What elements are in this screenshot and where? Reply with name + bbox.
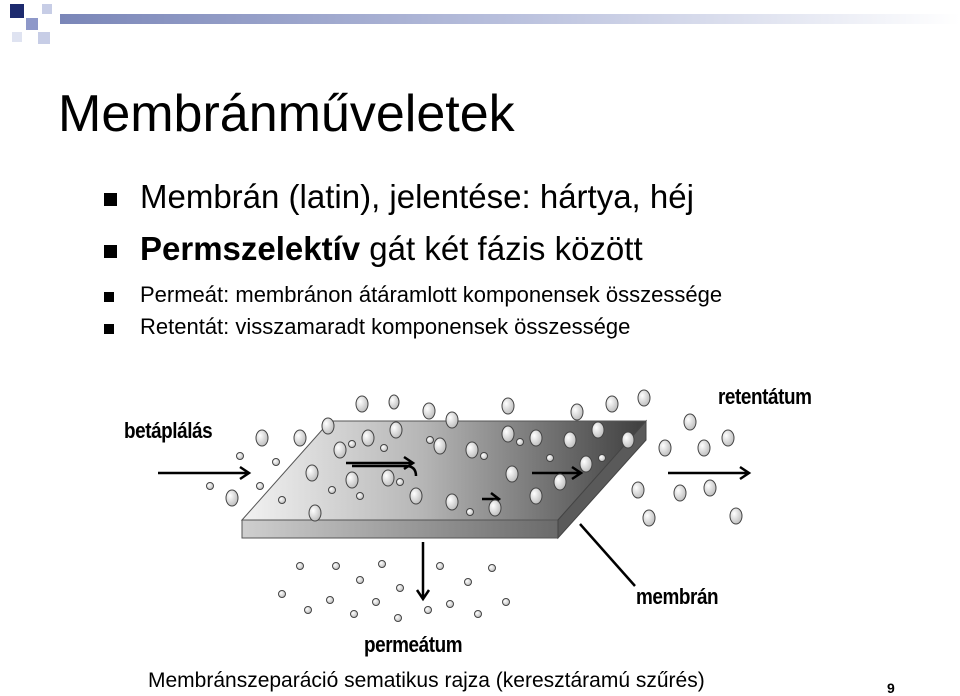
page-number: 9 xyxy=(887,680,895,696)
small-particle xyxy=(257,483,264,490)
bullet-item xyxy=(100,180,722,232)
large-particle xyxy=(674,485,686,501)
retentate-arrow-icon xyxy=(668,467,749,479)
small-particle xyxy=(465,579,472,586)
small-particle xyxy=(379,561,386,568)
large-particle xyxy=(466,442,478,458)
large-particle xyxy=(334,442,346,458)
large-particle xyxy=(530,488,542,504)
retentate-label: retentátum xyxy=(718,384,812,409)
large-particle xyxy=(606,396,618,412)
large-particle xyxy=(322,418,334,434)
large-particle xyxy=(226,490,238,506)
membrane-front-face xyxy=(242,520,558,538)
large-particle xyxy=(346,472,358,488)
large-particle xyxy=(489,500,501,516)
large-particle xyxy=(390,422,402,438)
large-particle xyxy=(502,398,514,414)
small-particle xyxy=(297,563,304,570)
large-particle xyxy=(592,422,604,438)
large-particle xyxy=(306,465,318,481)
small-particle xyxy=(481,453,488,460)
large-particle xyxy=(530,430,542,446)
large-particle xyxy=(571,404,583,420)
small-particle xyxy=(329,487,336,494)
small-particle xyxy=(397,585,404,592)
bullet-text: Retentát: visszamaradt komponensek összessége xyxy=(140,314,631,339)
large-particle xyxy=(632,482,644,498)
bullet-square-icon xyxy=(104,292,114,302)
small-particle xyxy=(395,615,402,622)
bullet-item xyxy=(100,316,722,348)
small-particle xyxy=(381,445,388,452)
large-particle xyxy=(389,395,399,409)
large-particle xyxy=(356,396,368,412)
permeate-label: permeátum xyxy=(364,632,463,657)
small-particle xyxy=(467,509,474,516)
large-particle xyxy=(506,466,518,482)
large-particle xyxy=(554,474,566,490)
feed-arrow-icon xyxy=(158,467,249,479)
large-particle xyxy=(434,438,446,454)
bullet-item xyxy=(100,232,722,284)
small-particle xyxy=(373,599,380,606)
bullet-square-icon xyxy=(104,193,117,206)
membrane-pointer-icon xyxy=(580,524,635,586)
bullet-text: gát két fázis között xyxy=(360,230,643,267)
small-particle xyxy=(475,611,482,618)
bullet-item xyxy=(100,284,722,316)
membrane-diagram-svg xyxy=(100,378,860,668)
large-particle xyxy=(410,488,422,504)
large-particle xyxy=(643,510,655,526)
small-particle xyxy=(517,439,524,446)
small-particle xyxy=(349,441,356,448)
large-particle xyxy=(730,508,742,524)
bullet-text: Permeát: membránon átáramlott komponensek összessége xyxy=(140,282,723,307)
small-particle xyxy=(489,565,496,572)
small-particle xyxy=(503,599,510,606)
page-title: Membránműveletek xyxy=(58,85,515,143)
large-particle xyxy=(309,505,321,521)
large-particle xyxy=(659,440,671,456)
bullet-list xyxy=(100,180,722,348)
large-particle xyxy=(580,456,592,472)
large-particle xyxy=(684,414,696,430)
small-particle xyxy=(279,497,286,504)
top-decoration xyxy=(0,0,960,60)
small-particle xyxy=(327,597,334,604)
large-particle xyxy=(704,480,716,496)
membrane-label: membrán xyxy=(636,584,719,609)
small-particle xyxy=(305,607,312,614)
large-particle xyxy=(638,390,650,406)
small-particle xyxy=(599,455,606,462)
feed-label: betáplálás xyxy=(124,418,213,443)
large-particle xyxy=(722,430,734,446)
small-particle xyxy=(447,601,454,608)
small-particle xyxy=(397,479,404,486)
small-particle xyxy=(425,607,432,614)
small-particle xyxy=(207,483,214,490)
small-particle xyxy=(279,591,286,598)
large-particle xyxy=(622,432,634,448)
membrane-diagram xyxy=(100,378,860,668)
large-particle xyxy=(382,470,394,486)
bullet-text: Membrán (latin), jelentése: hártya, héj xyxy=(140,178,694,215)
small-particle xyxy=(333,563,340,570)
small-particle xyxy=(357,577,364,584)
small-particle xyxy=(357,493,364,500)
small-particle xyxy=(427,437,434,444)
small-particle xyxy=(237,453,244,460)
large-particle xyxy=(446,412,458,428)
small-particle xyxy=(351,611,358,618)
permeate-arrow-icon xyxy=(417,542,429,599)
small-particle xyxy=(547,455,554,462)
large-particle xyxy=(446,494,458,510)
large-particle xyxy=(698,440,710,456)
large-particle xyxy=(362,430,374,446)
large-particle xyxy=(423,403,435,419)
large-particle xyxy=(502,426,514,442)
large-particle xyxy=(564,432,576,448)
bullet-square-icon xyxy=(104,245,117,258)
large-particle xyxy=(256,430,268,446)
bullet-bold-text: Permszelektív xyxy=(140,230,361,267)
small-particle xyxy=(273,459,280,466)
bullet-square-icon xyxy=(104,324,114,334)
small-particle xyxy=(437,563,444,570)
large-particle xyxy=(294,430,306,446)
figure-caption: Membránszeparáció sematikus rajza (keresztáramú szűrés) xyxy=(148,669,705,692)
